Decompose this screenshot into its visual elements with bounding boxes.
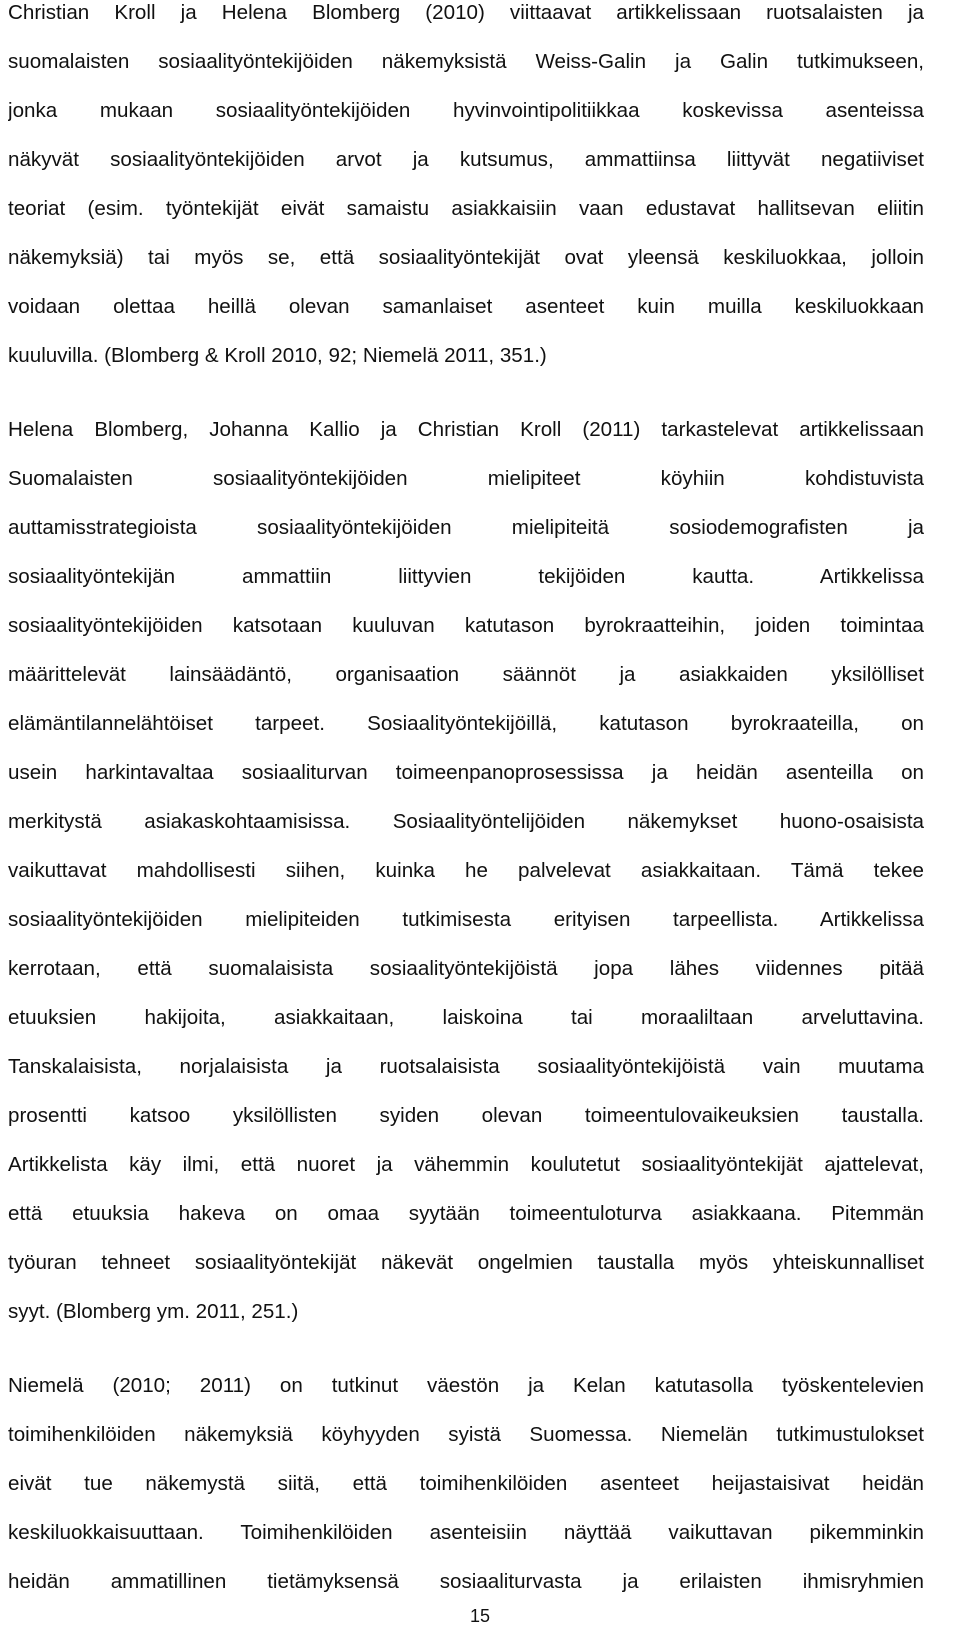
text-line: toimihenkilöiden näkemyksiä köyhyyden syistä Suomessa. Niemelän tutkimustulokset xyxy=(8,1423,924,1446)
document-page xyxy=(8,0,924,1618)
text-line: keskiluokkaisuuttaan. Toimihenkilöiden asenteisiin näyttää vaikuttavan pikemminkin xyxy=(8,1521,924,1544)
paragraph-2 xyxy=(8,417,924,1348)
text-line: vaikuttavat mahdollisesti siihen, kuinka he palvelevat asiakkaitaan. Tämä tekee xyxy=(8,859,924,882)
text-line: usein harkintavaltaa sosiaaliturvan toimeenpanoprosessissa ja heidän asenteilla on xyxy=(8,761,924,784)
text-line: kuuluvilla. (Blomberg & Kroll 2010, 92; Niemelä 2011, 351.) xyxy=(8,344,547,367)
text-line: näkemyksiä) tai myös se, että sosiaalityöntekijät ovat yleensä keskiluokkaa, jolloin xyxy=(8,246,924,269)
paragraph-1 xyxy=(8,0,924,392)
text-line: voidaan olettaa heillä olevan samanlaiset asenteet kuin muilla keskiluokkaan xyxy=(8,295,924,318)
text-line: että etuuksia hakeva on omaa syytään toimeentuloturva asiakkaana. Pitemmän xyxy=(8,1202,924,1225)
text-line: Helena Blomberg, Johanna Kallio ja Christian Kroll (2011) tarkastelevat artikkelissaan xyxy=(8,418,924,441)
text-line: syyt. (Blomberg ym. 2011, 251.) xyxy=(8,1300,299,1323)
text-line: sosiaalityöntekijöiden mielipiteiden tutkimisesta erityisen tarpeellista. Artikkelissa xyxy=(8,908,924,931)
text-line: Christian Kroll ja Helena Blomberg (2010) viittaavat artikkelissaan ruotsalaisten ja xyxy=(8,1,924,24)
text-line: heidän ammatillinen tietämyksensä sosiaaliturvasta ja erilaisten ihmisryhmien xyxy=(8,1570,924,1593)
paragraph-gap xyxy=(8,392,924,417)
text-line: suomalaisten sosiaalityöntekijöiden näkemyksistä Weiss-Galin ja Galin tutkimukseen, xyxy=(8,50,924,73)
text-line: kerrotaan, että suomalaisista sosiaalityöntekijöistä jopa lähes viidennes pitää xyxy=(8,957,924,980)
text-line: sosiaalityöntekijän ammattiin liittyvien tekijöiden kautta. Artikkelissa xyxy=(8,565,924,588)
text-line: näkyvät sosiaalityöntekijöiden arvot ja kutsumus, ammattiinsa liittyvät negatiiviset xyxy=(8,148,924,171)
text-line: eivät tue näkemystä siitä, että toimihenkilöiden asenteet heijastaisivat heidän xyxy=(8,1472,924,1495)
text-line: merkitystä asiakaskohtaamisissa. Sosiaalityöntelijöiden näkemykset huono-osaisista xyxy=(8,810,924,833)
text-line: Artikkelista käy ilmi, että nuoret ja vähemmin koulutetut sosiaalityöntekijät ajattelevat, xyxy=(8,1153,924,1176)
text-line: Tanskalaisista, norjalaisista ja ruotsalaisista sosiaalityöntekijöistä vain muutama xyxy=(8,1055,924,1078)
text-line: jonka mukaan sosiaalityöntekijöiden hyvinvointipolitiikkaa koskevissa asenteissa xyxy=(8,99,924,122)
text-line: prosentti katsoo yksilöllisten syiden olevan toimeentulovaikeuksien taustalla. xyxy=(8,1104,924,1127)
paragraph-3 xyxy=(8,1373,924,1618)
text-line: sosiaalityöntekijöiden katsotaan kuuluvan katutason byrokraatteihin, joiden toimintaa xyxy=(8,614,924,637)
page-number: 15 xyxy=(469,1606,491,1626)
text-line: määrittelevät lainsäädäntö, organisaation säännöt ja asiakkaiden yksilölliset xyxy=(8,663,924,686)
text-line: Suomalaisten sosiaalityöntekijöiden mielipiteet köyhiin kohdistuvista xyxy=(8,467,924,490)
text-line: työuran tehneet sosiaalityöntekijät näkevät ongelmien taustalla myös yhteiskunnalliset xyxy=(8,1251,924,1274)
paragraph-gap xyxy=(8,1348,924,1373)
text-line: auttamisstrategioista sosiaalityöntekijöiden mielipiteitä sosiodemografisten ja xyxy=(8,516,924,539)
text-line: elämäntilannelähtöiset tarpeet. Sosiaalityöntekijöillä, katutason byrokraateilla, on xyxy=(8,712,924,735)
text-line: Niemelä (2010; 2011) on tutkinut väestön ja Kelan katutasolla työskentelevien xyxy=(8,1374,924,1397)
text-line: teoriat (esim. työntekijät eivät samaistu asiakkaisiin vaan edustavat hallitsevan eliitin xyxy=(8,197,924,220)
text-line: etuuksien hakijoita, asiakkaitaan, laiskoina tai moraaliltaan arveluttavina. xyxy=(8,1006,924,1029)
